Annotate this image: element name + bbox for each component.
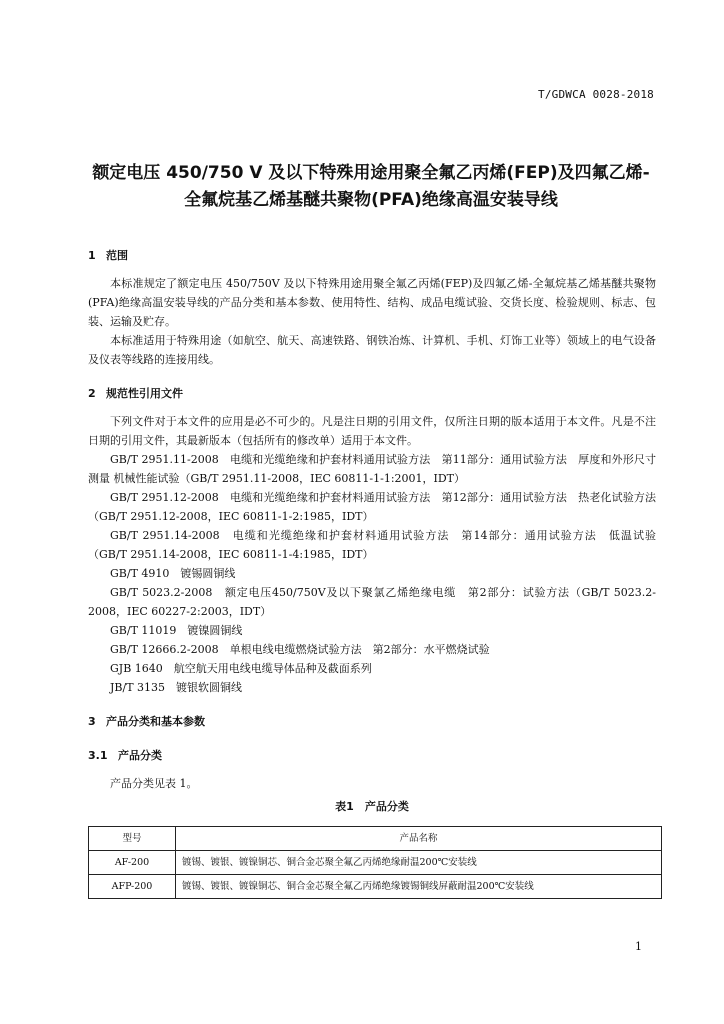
table-header-cell: 产品名称 <box>176 827 662 851</box>
document-title: 额定电压 450/750 V 及以下特殊用途用聚全氟乙丙烯(FEP)及四氟乙烯-全氟烷基乙烯基醚共聚物(PFA)绝缘高温安装导线 <box>92 163 650 210</box>
reference-item: GB/T 4910 镀锡圆铜线 <box>110 567 236 580</box>
paragraph: 下列文件对于本文件的应用是必不可少的。凡是注日期的引用文件，仅所注日期的版本适用于本文件。凡是不注日期的引用文件，其最新版本（包括所有的修改单）适用于本文件。 <box>88 415 656 447</box>
table-cell: AF-200 <box>89 851 176 875</box>
table-row <box>89 851 662 875</box>
document-body <box>88 246 656 899</box>
table-caption: 表1 产品分类 <box>335 800 409 813</box>
reference-item: GB/T 11019 镀镍圆铜线 <box>110 624 243 637</box>
reference-item: GB/T 2951.11-2008 电缆和光缆绝缘和护套材料通用试验方法 第11部分：通用试验方法 厚度和外形尺寸测量 机械性能试验（GB/T 2951.11-2008，IEC 60811-1-1:2001，IDT） <box>88 453 656 485</box>
section-number: 3 <box>88 715 96 728</box>
section-number: 2 <box>88 387 96 400</box>
paragraph: 本标准规定了额定电压 450/750V 及以下特殊用途用聚全氟乙丙烯(FEP)及四氟乙烯-全氟烷基乙烯基醚共聚物(PFA)绝缘高温安装导线的产品分类和基本参数、使用特性、结构、成品电缆试验、交货长度、检验规则、标志、包装、运输及贮存。 <box>88 277 656 328</box>
section-3-heading <box>88 712 656 731</box>
section-1-heading <box>88 246 656 265</box>
reference-item: GB/T 12666.2-2008 单根电线电缆燃烧试验方法 第2部分：水平燃烧试验 <box>110 643 490 656</box>
paragraph: 产品分类见表 1。 <box>110 777 198 790</box>
product-table <box>88 826 662 899</box>
table-header-cell: 型号 <box>89 827 176 851</box>
section-2-heading <box>88 384 656 403</box>
section-title: 产品分类 <box>118 749 162 762</box>
table-cell: 镀锡、镀银、镀镍铜芯、铜合金芯聚全氟乙丙烯绝缘镀锡铜线屏蔽耐温200℃安装线 <box>176 875 662 899</box>
paragraph: 本标准适用于特殊用途（如航空、航天、高速铁路、钢铁冶炼、计算机、手机、灯饰工业等）领域上的电气设备及仪表等线路的连接用线。 <box>88 334 656 366</box>
subsection-3-1-heading <box>88 746 656 765</box>
reference-item: GB/T 5023.2-2008 额定电压450/750V及以下聚氯乙烯绝缘电缆 第2部分：试验方法（GB/T 5023.2-2008，IEC 60227-2:2003，IDT） <box>88 586 656 618</box>
section-number: 1 <box>88 249 96 262</box>
page-number: 1 <box>635 940 642 953</box>
section-title: 范围 <box>106 249 128 262</box>
table-row <box>89 875 662 899</box>
reference-item: GB/T 2951.14-2008 电缆和光缆绝缘和护套材料通用试验方法 第14部分：通用试验方法 低温试验（GB/T 2951.14-2008，IEC 60811-1-4:1985，IDT） <box>88 529 656 561</box>
section-title: 产品分类和基本参数 <box>106 715 205 728</box>
table-header-row <box>89 827 662 851</box>
reference-item: GJB 1640 航空航天用电线电缆导体品种及截面系列 <box>110 662 372 675</box>
section-title: 规范性引用文件 <box>106 387 183 400</box>
section-number: 3.1 <box>88 749 108 762</box>
document-code: T/GDWCA 0028-2018 <box>538 88 654 101</box>
reference-item: GB/T 2951.12-2008 电缆和光缆绝缘和护套材料通用试验方法 第12部分：通用试验方法 热老化试验方法（GB/T 2951.12-2008，IEC 60811-1-2:1985，IDT） <box>88 491 656 523</box>
reference-item: JB/T 3135 镀银软圆铜线 <box>110 681 243 694</box>
table-cell: 镀锡、镀银、镀镍铜芯、铜合金芯聚全氟乙丙烯绝缘耐温200℃安装线 <box>176 851 662 875</box>
table-cell: AFP-200 <box>89 875 176 899</box>
